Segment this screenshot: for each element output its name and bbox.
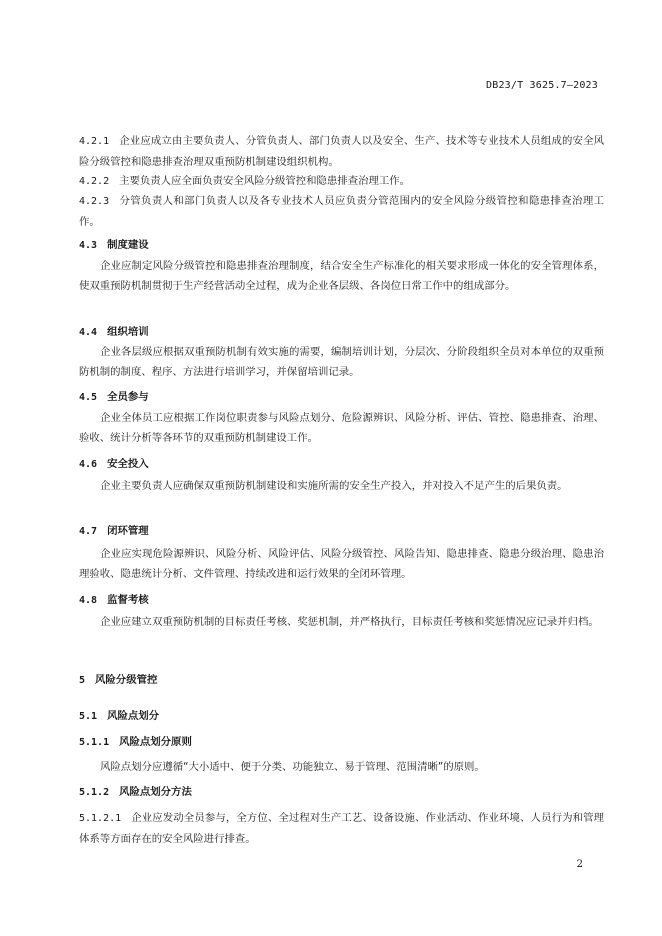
clause-4-2-2 (79, 171, 604, 192)
section-number: 4.4 (79, 327, 98, 338)
section-4-6-heading (79, 454, 604, 475)
clause-4-2-3 (79, 191, 604, 232)
section-number: 4.7 (79, 526, 98, 537)
section-4-4-heading (79, 322, 604, 343)
section-5-1-1-body: 风险点划分应遵循“大小适中、便于分类、功能独立、易于管理、范围清晰”的原则。 (100, 761, 485, 773)
chapter-number: 5 (79, 675, 86, 686)
page-number: 2 (576, 859, 583, 870)
section-number: 4.8 (79, 595, 98, 606)
clause-text: 分管负责人和部门负责人以及各专业技术人员应负责分管范围内的安全风险分级管控和隐患排查治理工作。 (79, 195, 604, 228)
section-4-5-body: 企业全体员工应根据工作岗位职责参与风险点划分、危险源辨识、风险分析、评估、管控、隐患排查、治理、验收、统计分析等各环节的双重预防机制建设工作。 (79, 412, 604, 444)
section-4-4-body: 企业各层级应根据双重预防机制有效实施的需要，编制培训计划，分层次、分阶段组织全员对本单位的双重预防机制的制度、程序、方法进行培训学习，并保留培训记录。 (79, 346, 604, 378)
section-title: 全员参与 (107, 391, 149, 403)
section-4-3-heading (79, 235, 604, 256)
section-title: 制度建设 (107, 239, 149, 251)
section-number: 4.3 (79, 240, 98, 251)
clause-4-2-1 (79, 131, 604, 172)
chapter-title: 风险分级管控 (95, 674, 158, 686)
section-title: 风险点划分方法 (119, 786, 192, 798)
section-title: 安全投入 (107, 458, 149, 470)
clause-text: 企业应成立由主要负责人、分管负责人、部门负责人以及安全、生产、技术等专业技术人员组成的安全风险分级管控和隐患排查治理双重预防机制建设组织机构。 (79, 135, 604, 168)
clause-number: 4.2.2 (79, 176, 110, 187)
section-title: 风险点划分原则 (119, 736, 192, 748)
section-4-8-body: 企业应建立双重预防机制的目标责任考核、奖惩机制，并严格执行，目标责任考核和奖惩情况应记录并归档。 (100, 616, 599, 628)
section-number: 5.1 (79, 711, 98, 722)
section-4-6-body: 企业主要负责人应确保双重预防机制建设和实施所需的安全生产投入，并对投入不足产生的后果负责。 (100, 480, 568, 492)
standard-code: DB23/T 3625.7—2023 (486, 80, 598, 91)
clause-number: 4.2.3 (79, 196, 110, 207)
section-title: 组织培训 (107, 326, 149, 338)
clause-text: 企业应发动全员参与，全方位、全过程对生产工艺、设备设施、作业活动、作业环境、人员行为和管理体系等方面存在的安全风险进行排查。 (79, 812, 604, 845)
clause-number: 4.2.1 (79, 136, 110, 147)
clause-number: 5.1.2.1 (79, 813, 122, 824)
section-4-8-heading (79, 590, 604, 611)
section-5-1-2-heading (79, 782, 604, 803)
section-5-1-heading (79, 706, 604, 727)
section-title: 风险点划分 (107, 710, 160, 722)
section-number: 5.1.2 (79, 787, 110, 798)
section-4-3-body: 企业应制定风险分级管控和隐患排查治理制度，结合安全生产标准化的相关要求形成一体化的安全管理体系，使双重预防机制贯彻于生产经营活动全过程，成为企业各层级、各岗位日常工作中的组成部分。 (79, 260, 604, 292)
section-title: 监督考核 (107, 594, 149, 606)
section-number: 4.5 (79, 392, 98, 403)
section-4-7-body: 企业应实现危险源辨识、风险分析、风险评估、风险分级管控、风险告知、隐患排查、隐患分级治理、隐患治理验收、隐患统计分析、文件管理、持续改进和运行效果的全闭环管理。 (79, 548, 604, 580)
section-number: 4.6 (79, 459, 98, 470)
chapter-5-heading (79, 670, 604, 691)
clause-text: 主要负责人应全面负责安全风险分级管控和隐患排查治理工作。 (119, 175, 411, 187)
section-4-5-heading (79, 387, 604, 408)
section-title: 闭环管理 (107, 525, 149, 537)
clause-5-1-2-1 (79, 808, 604, 849)
section-number: 5.1.1 (79, 737, 110, 748)
section-5-1-1-heading (79, 732, 604, 753)
section-4-7-heading (79, 521, 604, 542)
